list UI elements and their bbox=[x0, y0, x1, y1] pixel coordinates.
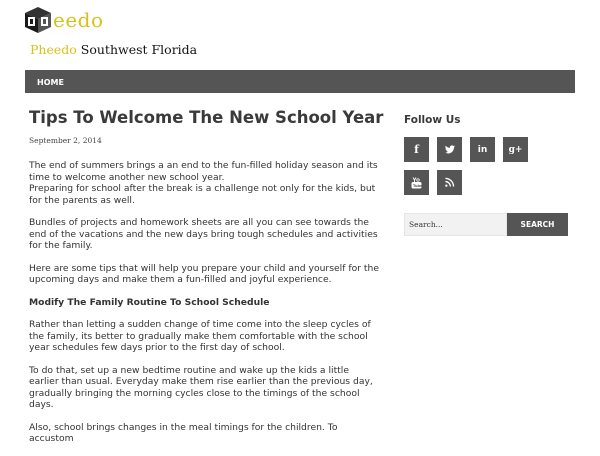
search-form bbox=[404, 213, 568, 236]
twitter-icon bbox=[445, 145, 455, 154]
site-logo[interactable] bbox=[25, 5, 104, 35]
post-title[interactable]: Tips To Welcome The New School Year bbox=[29, 108, 384, 127]
google-plus-button[interactable] bbox=[503, 137, 528, 162]
site-tagline bbox=[30, 42, 197, 57]
search-input[interactable] bbox=[404, 213, 507, 236]
post-paragraph: Here are some tips that will help you prepare your child and yourself for the upcoming days and make them a fun-filled and joyful experience. bbox=[29, 262, 379, 285]
logo-wordmark: eedo bbox=[53, 8, 104, 32]
rss-button[interactable] bbox=[437, 170, 462, 195]
post-paragraph: Also, school brings changes in the meal timings for the children. To accustom bbox=[29, 421, 338, 444]
search-button[interactable]: SEARCH bbox=[507, 213, 568, 236]
follow-us-title: Follow Us bbox=[404, 114, 461, 126]
post-paragraph: To do that, set up a new bedtime routine and wake up the kids a little earlier than usual. Everyday make them rise earlier than the previous day, gradually bringing the morning cycles close to the timings of the school days. bbox=[29, 364, 373, 410]
google-plus-icon: g+ bbox=[508, 144, 523, 155]
facebook-button[interactable] bbox=[404, 137, 429, 162]
post-content bbox=[29, 160, 381, 445]
youtube-icon bbox=[411, 177, 422, 189]
post-paragraph: The end of summers brings a an end to the fun-filled holiday season and its time to welcome another new school year. bbox=[29, 160, 378, 183]
tagline-location: Southwest Florida bbox=[80, 42, 198, 57]
linkedin-button[interactable] bbox=[470, 137, 495, 162]
post-date: September 2, 2014 bbox=[29, 136, 102, 145]
facebook-icon: f bbox=[414, 143, 419, 156]
post-paragraph: Preparing for school after the break is a challenge not only for the kids, but for the parents as well. bbox=[29, 183, 376, 206]
linkedin-icon: in bbox=[477, 144, 488, 155]
social-links bbox=[404, 137, 568, 203]
main-nav bbox=[25, 70, 575, 93]
post-paragraph: Bundles of projects and homework sheets are all you can see towards the end of the vacations and the new days bring tough schedules and activities for the family. bbox=[29, 217, 378, 251]
rss-icon bbox=[445, 178, 454, 187]
twitter-button[interactable] bbox=[437, 137, 462, 162]
svg-text:Tube: Tube bbox=[413, 183, 423, 188]
post-subheading: Modify The Family Routine To School Schedule bbox=[29, 296, 270, 308]
nav-item-home[interactable]: HOME bbox=[37, 78, 64, 87]
youtube-button[interactable] bbox=[404, 170, 429, 195]
logo-cube-icon bbox=[25, 6, 52, 34]
sidebar bbox=[404, 114, 568, 236]
tagline-brand: Pheedo bbox=[30, 42, 77, 57]
post-article bbox=[29, 108, 384, 456]
post-paragraph: Rather than letting a sudden change of time come into the sleep cycles of the family, its better to gradually make them comfortable with the school year schedules few days prior to the first day of school. bbox=[29, 319, 371, 353]
